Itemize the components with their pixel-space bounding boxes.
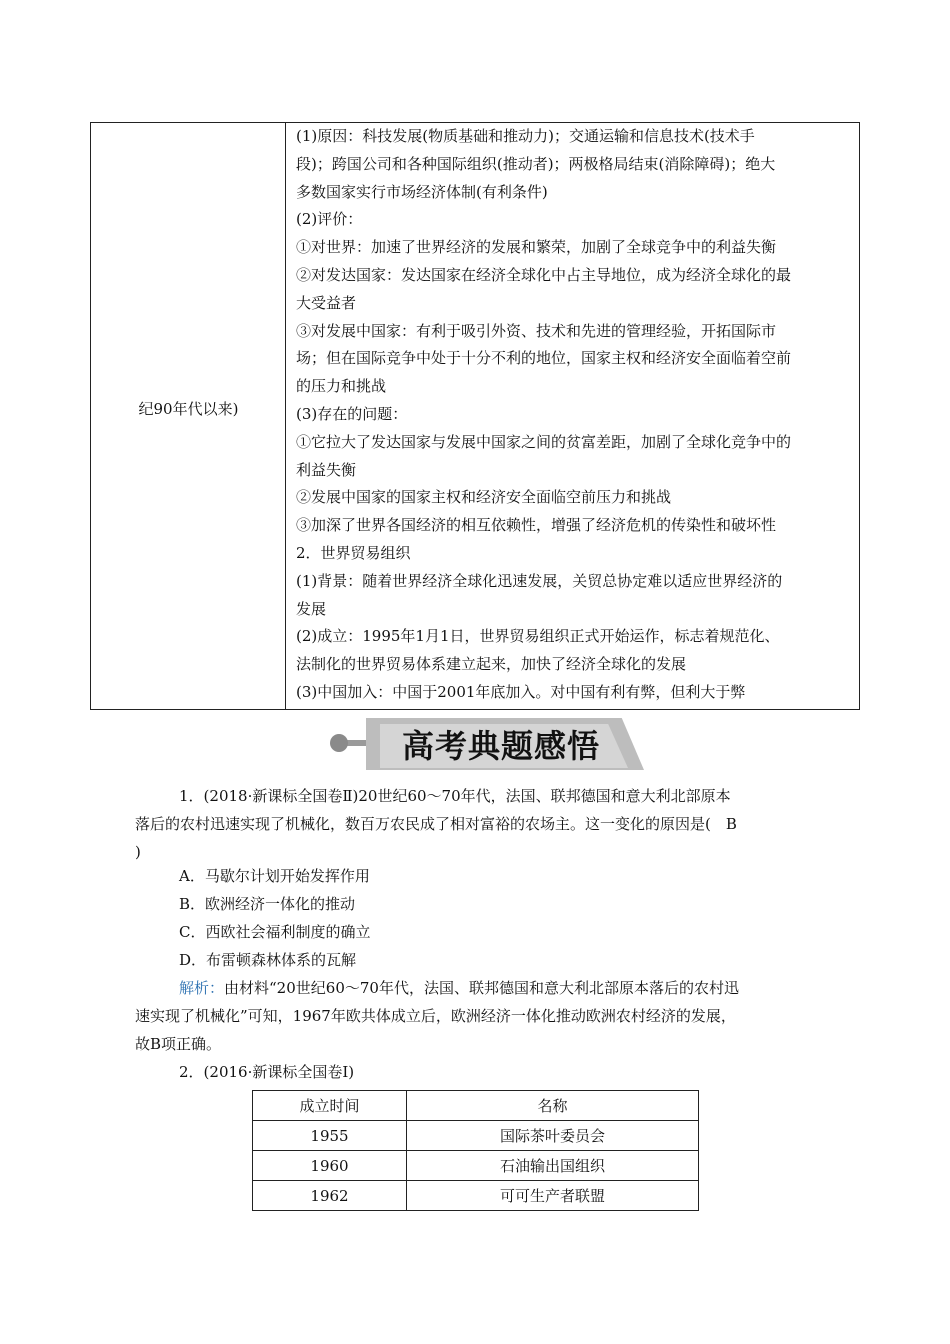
- table-cell: 国际茶叶委员会: [407, 1121, 699, 1151]
- content-line: ①它拉大了发达国家与发展中国家之间的贫富差距，加剧了全球化竞争中的: [296, 432, 792, 451]
- organization-table: [252, 1090, 699, 1211]
- analysis-text: 由材料“20世纪60～70年代，法国、联邦德国和意大利北部原本落后的农村迅: [224, 979, 739, 997]
- content-line: (1)背景：随着世界经济全球化迅速发展，关贸总协定难以适应世界经济的: [296, 571, 783, 590]
- table-cell: 石油输出国组织: [407, 1151, 699, 1181]
- column-header: 名称: [407, 1091, 699, 1121]
- section-banner: [330, 712, 660, 772]
- period-column: [91, 123, 286, 709]
- banner-dot-icon: [330, 734, 348, 752]
- table-cell: 1960: [253, 1151, 407, 1181]
- content-line: (1)原因：科技发展(物质基础和推动力)；交通运输和信息技术(技术手: [296, 127, 755, 145]
- banner-title: 高考典题感悟: [401, 727, 600, 765]
- question-1-line: 1．(2018·新课标全国卷Ⅱ)20世纪60～70年代，法国、联邦德国和意大利北部原本: [179, 787, 731, 805]
- table-cell: 可可生产者联盟: [407, 1181, 699, 1211]
- content-line: 的压力和挑战: [296, 377, 387, 396]
- content-line: 场；但在国际竞争中处于十分不利的地位，国家主权和经济安全面临着空前: [296, 349, 792, 368]
- table-row: [253, 1151, 699, 1181]
- period-label: 纪90年代以来): [138, 400, 239, 418]
- analysis-tag: 解析：: [179, 979, 225, 997]
- choice-c: C．西欧社会福利制度的确立: [179, 923, 371, 941]
- content-line: 段)；跨国公司和各种国际组织(推动者)；两极格局结束(消除障碍)；绝大: [296, 154, 776, 173]
- analysis: [135, 974, 835, 1058]
- table-row: [253, 1121, 699, 1151]
- content-line: 多数国家实行市场经济体制(有利条件): [296, 182, 548, 201]
- content-line: 2．世界贸易组织: [296, 543, 411, 562]
- content-line: (3)中国加入：中国于2001年底加入。对中国有利有弊，但利大于弊: [296, 682, 746, 701]
- table-row: [253, 1181, 699, 1211]
- choice-list: [179, 862, 370, 974]
- content-line: ②发展中国家的国家主权和经济安全面临空前压力和挑战: [296, 488, 672, 507]
- content-line: (2)评价：: [296, 210, 363, 229]
- choice-a: A．马歇尔计划开始发挥作用: [179, 867, 370, 885]
- analysis-line: 故B项正确。: [135, 1035, 222, 1053]
- content-column: [296, 123, 854, 707]
- content-line: ③加深了世界各国经济的相互依赖性，增强了经济危机的传染性和破坏性: [296, 516, 777, 535]
- choice-d: D．布雷顿森林体系的瓦解: [179, 951, 357, 969]
- content-line: 发展: [296, 599, 327, 618]
- content-line: 大受益者: [296, 293, 357, 312]
- content-line: ①对世界：加速了世界经济的发展和繁荣，加剧了全球竞争中的利益失衡: [296, 238, 777, 257]
- table-cell: 1962: [253, 1181, 407, 1211]
- content-line: (2)成立：1995年1月1日，世界贸易组织正式开始运作，标志着规范化、: [296, 627, 780, 646]
- content-line: ②对发达国家：发达国家在经济全球化中占主导地位，成为经济全球化的最: [296, 265, 792, 284]
- table-header-row: [253, 1091, 699, 1121]
- table-cell: 1955: [253, 1121, 407, 1151]
- analysis-line: 速实现了机械化”可知，1967年欧共体成立后，欧洲经济一体化推动欧洲农村经济的发展，: [135, 1007, 736, 1025]
- content-line: (3)存在的问题：: [296, 404, 408, 423]
- question-1-line: ): [135, 843, 141, 861]
- summary-table: [90, 122, 860, 710]
- content-line: ③对发展中国家：有利于吸引外资、技术和先进的管理经验，开拓国际市: [296, 321, 777, 340]
- column-header: 成立时间: [253, 1091, 407, 1121]
- analysis-line: [135, 974, 835, 1002]
- content-line: 法制化的世界贸易体系建立起来，加快了经济全球化的发展: [296, 655, 687, 674]
- question-1-line: 落后的农村迅速实现了机械化，数百万农民成了相对富裕的农场主。这一变化的原因是( B: [135, 815, 737, 833]
- choice-b: B．欧洲经济一体化的推动: [179, 895, 356, 913]
- question-2-header: 2．(2016·新课标全国卷Ⅰ): [179, 1063, 355, 1081]
- question-1: [135, 782, 825, 866]
- content-line: 利益失衡: [296, 460, 357, 479]
